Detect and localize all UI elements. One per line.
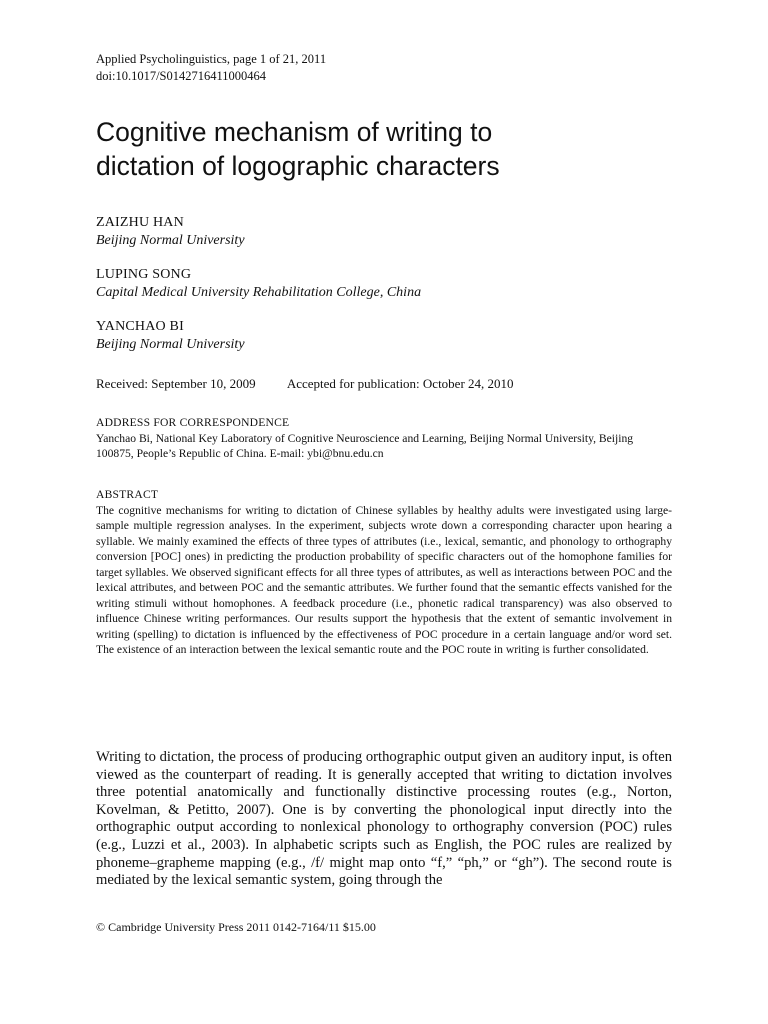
journal-header [96,51,672,85]
author-affiliation: Beijing Normal University [96,337,245,352]
title-line-1: Cognitive mechanism of writing to [96,117,493,147]
correspondence-heading: ADDRESS FOR CORRESPONDENCE [96,416,290,429]
copyright-footer: © Cambridge University Press 2011 0142-7164/11 $15.00 [96,920,376,934]
paper-title [96,115,672,183]
accepted-date: Accepted for publication: October 24, 2010 [286,376,514,391]
author-affiliation: Beijing Normal University [96,233,245,248]
correspondence-text: Yanchao Bi, National Key Laboratory of Cognitive Neuroscience and Learning, Beijing Normal University, Beijing 100875, People’s Republic of China. E-mail: ybi@bnu.edu.cn [96,431,634,460]
author-block [96,266,672,302]
abstract-block [96,487,672,658]
author-block [96,318,672,354]
abstract-text: The cognitive mechanisms for writing to dictation of Chinese syllables by healthy adults were investigated using large-sample multiple regression analyses. In the experiment, subjects wrote down a corresponding character upon hearing a syllable. We mainly examined the effects of three types of attributes (i.e., lexical, semantic, and phonology to orthography conversion [POC] ones) in predicting the production probability of specific characters out of the homophone families for target syllables. We observed significant effects for all three types of attributes, as well as interactions between POC and the lexical attributes, and between POC and the semantic attributes. We further found that the semantic effects vanished for the writing stimuli without homophones. A feedback procedure (i.e., phonetic radical transparency) was also observed to influence Chinese writing performances. Our results support the hypothesis that the extent of semantic involvement in writing (spelling) to dictation is influenced by the effectiveness of POC procedure in a certain language and/or word set. The existence of an interaction between the lexical semantic route and the POC route in writing is further consolidated. [96,503,672,656]
paper-page [96,0,672,1024]
abstract-heading: ABSTRACT [96,488,159,501]
received-date: Received: September 10, 2009 [96,376,256,391]
journal-citation: Applied Psycholinguistics, page 1 of 21, 2011 [96,52,327,66]
correspondence-block [96,415,672,462]
author-name: LUPING SONG [96,267,192,282]
body-paragraph: Writing to dictation, the process of producing orthographic output given an auditory input, is often viewed as the counterpart of reading. It is generally accepted that writing to dictation involves three potential anatomically and functionally distinctive processing routes (e.g., Norton, Kovelman, & Petitto, 2007). One is by converting the phonological input directly into the orthographic output according to nonlexical phonology to orthography conversion (POC) rules (e.g., Luzzi et al., 2003). In alphabetic scripts such as English, the POC rules are realized by phoneme–grapheme mapping (e.g., /f/ might map onto “f,” “ph,” or “gh”). The second route is mediated by the lexical semantic system, going through the [96,749,672,889]
doi-line[interactable]: doi:10.1017/S0142716411000464 [96,69,267,83]
title-line-2: dictation of logographic characters [96,151,500,181]
author-name: ZAIZHU HAN [96,215,184,230]
author-block [96,214,672,250]
author-name: YANCHAO BI [96,319,184,334]
author-affiliation: Capital Medical University Rehabilitation College, China [96,285,422,300]
publication-dates [96,375,672,393]
